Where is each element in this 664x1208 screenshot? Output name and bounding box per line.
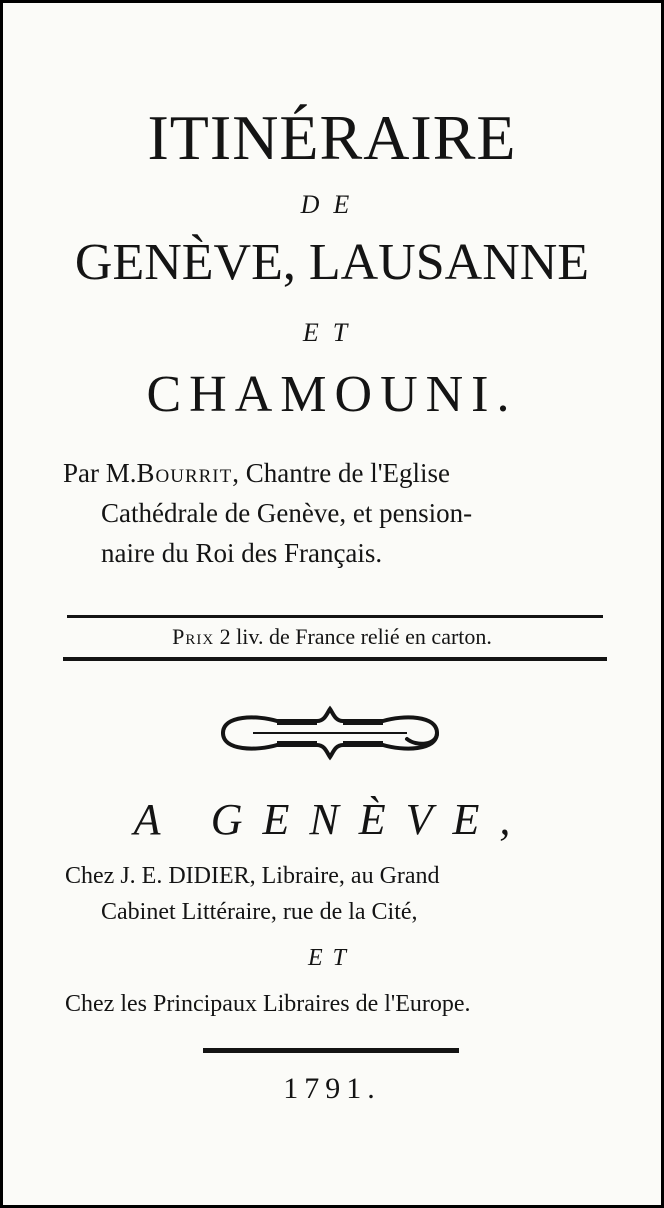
title-page bbox=[3, 3, 661, 1205]
author-line-2: Cathédrale de Genève, et pension- bbox=[101, 498, 473, 528]
price-line bbox=[3, 622, 661, 652]
ornament-divider bbox=[217, 705, 443, 761]
rule-above-price bbox=[67, 615, 603, 618]
book-title: ITINÉRAIRE bbox=[147, 102, 517, 173]
author-line-1 bbox=[63, 453, 623, 493]
rule-below-price bbox=[63, 657, 607, 661]
imprint-city: A GENÈVE, bbox=[133, 795, 531, 844]
title-places: GENÈVE, LAUSANNE bbox=[74, 234, 590, 291]
author-name: Bourrit bbox=[136, 458, 233, 488]
title-de: DE bbox=[300, 190, 364, 219]
author-block bbox=[63, 453, 623, 573]
author-role: , Chantre de l'Eglise bbox=[232, 458, 451, 488]
price-label: Prix bbox=[172, 624, 215, 649]
publisher-line-3: Chez les Principaux Libraires de l'Europe. bbox=[65, 991, 471, 1017]
publisher-line-1: Chez J. E. DIDIER, Libraire, au Grand bbox=[65, 863, 440, 889]
publication-year: 1791. bbox=[283, 1072, 381, 1105]
rule-above-year bbox=[203, 1048, 459, 1053]
title-et: ET bbox=[302, 318, 362, 347]
author-line-3: naire du Roi des Français. bbox=[101, 538, 383, 568]
publisher-line-2: Cabinet Littéraire, rue de la Cité, bbox=[101, 899, 418, 925]
title-chamouni: CHAMOUNI. bbox=[146, 366, 518, 423]
author-par: Par M. bbox=[63, 458, 137, 488]
imprint-et: ET bbox=[307, 945, 356, 971]
price-text: 2 liv. de France relié en carton. bbox=[214, 624, 492, 649]
